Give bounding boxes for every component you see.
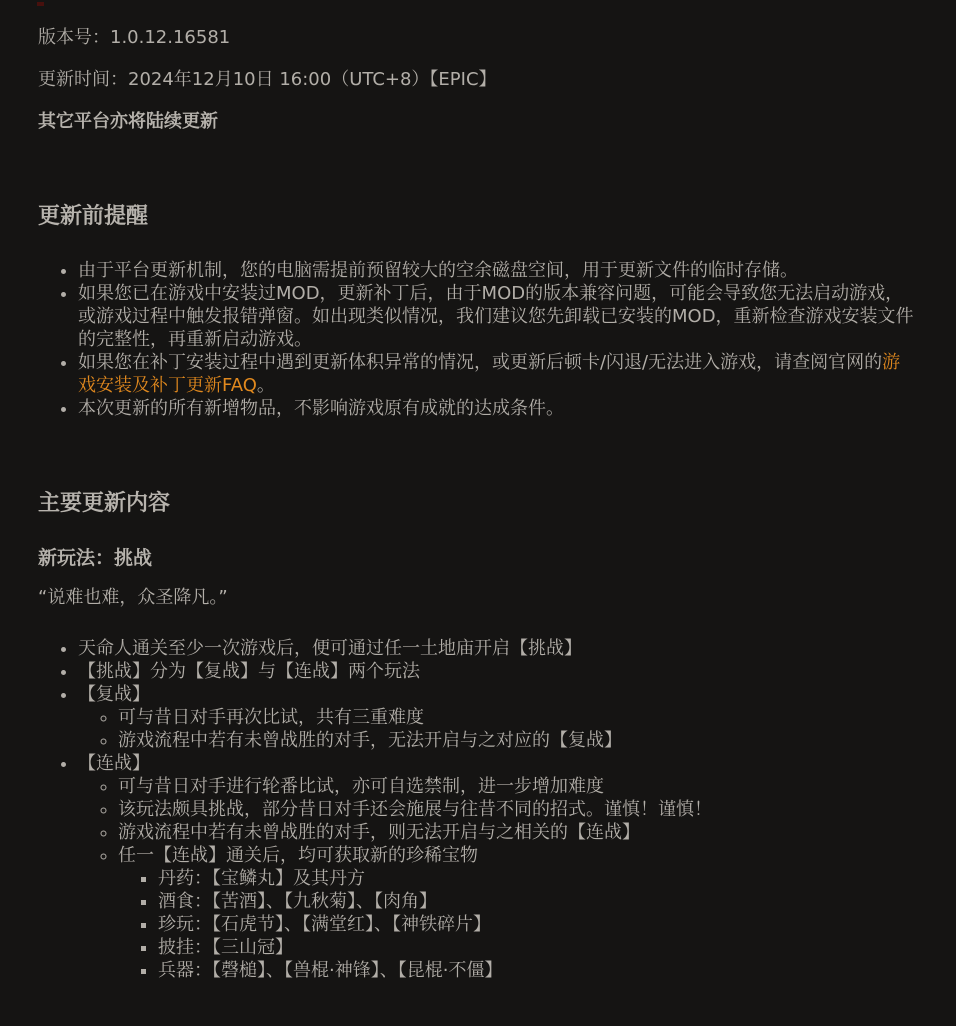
list-item-rematch-requirement: ◦ 游戏流程中若有未曾战胜的对手，无法开启与之对应的【复战】 [118,729,918,752]
list-item-reward-weapons: ▪ 兵器：【磬槌】、【兽棍·神锋】、【昆棍·不僵】 [158,959,918,982]
faq-link[interactable]: 游戏安装及补丁更新FAQ [78,352,901,396]
platform-note: 其它平台亦将陆续更新 [38,111,218,132]
list-item-unlock-challenge: • 天命人通关至少一次游戏后，便可通过任一土地庙开启【挑战】 [78,637,918,660]
list-item-reward-curios: ▪ 珍玩：【石虎节】、【满堂红】、【神铁碎片】 [158,913,918,936]
list-item-gauntlet-requirement: ◦ 游戏流程中若有未曾战胜的对手，则无法开启与之相关的【连战】 [118,821,918,844]
rewards-intro: 任一【连战】通关后，均可获取新的珍稀宝物 [118,845,478,866]
list-item-gauntlet-warning: ◦ 该玩法颇具挑战，部分昔日对手还会施展与往昔不同的招式。谨慎！谨慎！ [118,798,918,821]
subsection-title-new-mode: 新玩法：挑战 [38,547,153,569]
list-item-disk-space: • 由于平台更新机制，您的电脑需提前预留较大的空余磁盘空间，用于更新文件的临时存储。 [78,259,918,282]
update-time-line: 更新时间：2024年12月10日 16:00（UTC+8）【EPIC】 [38,69,497,90]
section-title-pre-update-reminder: 更新前提醒 [38,204,149,229]
list-item-reward-armor: ▪ 披挂：【三山冠】 [158,936,918,959]
top-left-artifact [37,2,44,6]
list-item-faq [78,351,918,397]
rematch-label: 【复战】 [78,684,150,705]
list-item-gauntlet-rules: ◦ 可与昔日对手进行轮番比试，亦可自选禁制，进一步增加难度 [118,775,918,798]
faq-text-after: 。 [256,375,275,396]
list-item-achievements: • 本次更新的所有新增物品，不影响游戏原有成就的达成条件。 [78,397,918,420]
list-item-mod-warning: • 如果您已在游戏中安装过MOD，更新补丁后，由于MOD的版本兼容问题，可能会导致您无法启动游戏，或游戏过程中触发报错弹窗。如出现类似情况，我们建议您先卸载已安装的MOD，重新检查游戏安装文件的完整性，再重新启动游戏。 [78,282,918,351]
list-item-rematch [78,683,918,752]
list-item-reward-pill: ▪ 丹药：【宝鳞丸】及其丹方 [158,867,918,890]
gauntlet-label: 【连战】 [78,753,150,774]
pre-update-list [38,259,918,420]
list-item-challenge-modes: • 【挑战】分为【复战】与【连战】两个玩法 [78,660,918,683]
version-line: 版本号：1.0.12.16581 [38,27,231,48]
challenge-list [38,637,918,982]
list-item-gauntlet [78,752,918,982]
flavor-quote: “说难也难，众圣降凡。” [38,587,228,608]
faq-text-before: 如果您在补丁安装过程中遇到更新体积异常的情况，或更新后顿卡/闪退/无法进入游戏，请查阅官网的 [78,352,883,373]
rewards-sublist [118,867,918,982]
gauntlet-sublist [78,775,918,982]
list-item-reward-drinks: ▪ 酒食：【苦酒】、【九秋菊】、【肉角】 [158,890,918,913]
list-item-rematch-difficulty: ◦ 可与昔日对手再次比试，共有三重难度 [118,706,918,729]
section-title-main-update: 主要更新内容 [38,491,171,516]
rematch-sublist [78,706,918,752]
list-item-gauntlet-rewards [118,844,918,982]
